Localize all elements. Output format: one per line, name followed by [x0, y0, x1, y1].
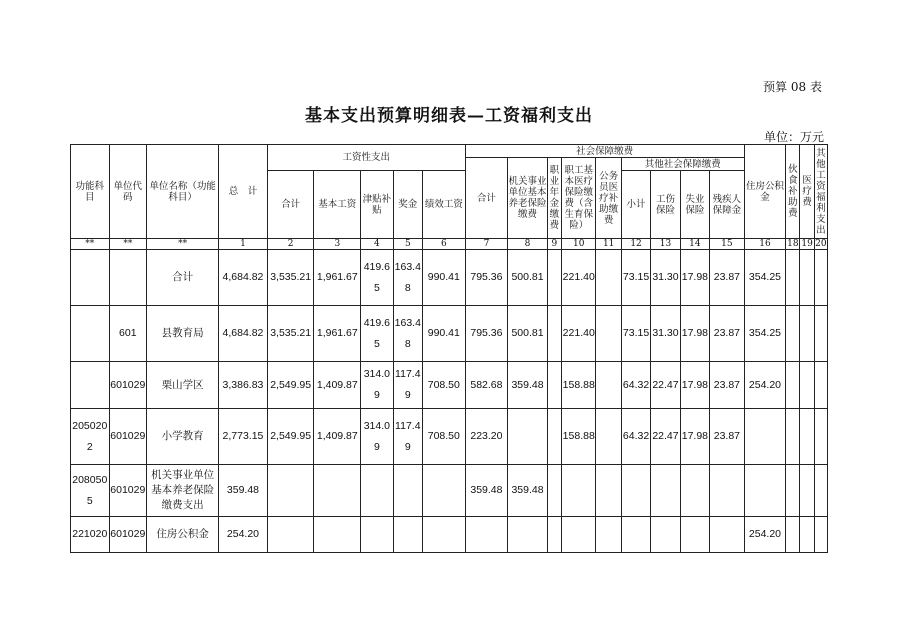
- header-injury: 工伤保险: [651, 171, 680, 239]
- func-subject-cell: [71, 250, 110, 306]
- value-cell: 1,961.67: [314, 250, 361, 306]
- value-cell: 64.32: [621, 409, 650, 465]
- value-cell: [744, 409, 786, 465]
- index-row: [71, 239, 828, 250]
- header-housing: 住房公积金: [744, 145, 786, 239]
- header-performance: 绩效工资: [423, 171, 466, 239]
- value-cell: 354.25: [744, 306, 786, 362]
- header-unemployment: 失业保险: [680, 171, 709, 239]
- unit-name-cell: 栗山学区: [147, 362, 219, 409]
- value-cell: 4,684.82: [219, 250, 268, 306]
- value-cell: [423, 517, 466, 553]
- value-cell: [800, 362, 814, 409]
- value-cell: 254.20: [744, 517, 786, 553]
- value-cell: [267, 465, 314, 517]
- index-cell: 10: [562, 239, 596, 250]
- value-cell: 73.15: [621, 306, 650, 362]
- index-cell: 14: [680, 239, 709, 250]
- value-cell: 419.65: [361, 306, 393, 362]
- value-cell: [596, 517, 621, 553]
- value-cell: 2,549.95: [267, 362, 314, 409]
- header-unit-name: 单位名称（功能科目）: [147, 145, 219, 239]
- unit-code-cell: 601029: [109, 362, 147, 409]
- header-civil-medical: 公务员医疗补助缴费: [596, 158, 621, 239]
- header-basic-wage: 基本工资: [314, 171, 361, 239]
- header-other-subtotal: 小计: [621, 171, 650, 239]
- header-wage-group: 工资性支出: [267, 145, 465, 171]
- index-cell: 20: [815, 239, 827, 249]
- value-cell: 31.30: [651, 250, 680, 306]
- value-cell: [814, 362, 827, 409]
- value-cell: [267, 517, 314, 553]
- value-cell: [744, 465, 786, 517]
- table-row: [71, 362, 828, 409]
- index-cell: 5: [393, 239, 422, 250]
- value-cell: [786, 306, 800, 362]
- index-cell: 11: [596, 239, 621, 250]
- index-cell: 9: [547, 239, 561, 250]
- value-cell: 221.40: [562, 250, 596, 306]
- value-cell: [800, 250, 814, 306]
- value-cell: [814, 517, 827, 553]
- value-cell: 163.48: [393, 306, 422, 362]
- index-cell: 15: [710, 239, 745, 250]
- value-cell: 990.41: [423, 306, 466, 362]
- value-cell: [710, 465, 745, 517]
- header-wage-subtotal: 合计: [267, 171, 314, 239]
- index-cell: 4: [361, 239, 393, 250]
- value-cell: 254.20: [744, 362, 786, 409]
- index-cell: 16: [744, 239, 786, 250]
- value-cell: 500.81: [508, 306, 548, 362]
- header-disability: 残疾人保障金: [710, 171, 745, 239]
- index-cell: 8: [508, 239, 548, 250]
- header-unit-code: 单位代码: [109, 145, 147, 239]
- value-cell: [786, 517, 800, 553]
- value-cell: [314, 465, 361, 517]
- table-row: [71, 250, 828, 306]
- index-cell: **: [71, 239, 110, 250]
- index-cell: 6: [423, 239, 466, 250]
- value-cell: [508, 517, 548, 553]
- value-cell: 354.25: [744, 250, 786, 306]
- document-title: 基本支出预算明细表—工资福利支出: [305, 106, 593, 126]
- unit-name-cell: 合计: [147, 250, 219, 306]
- value-cell: 500.81: [508, 250, 548, 306]
- value-cell: [361, 465, 393, 517]
- header-other-social: 其他社会保障缴费: [621, 158, 744, 171]
- index-cell: 13: [651, 239, 680, 250]
- value-cell: 17.98: [680, 362, 709, 409]
- value-cell: [314, 517, 361, 553]
- value-cell: 23.87: [710, 306, 745, 362]
- value-cell: 254.20: [219, 517, 268, 553]
- value-cell: [814, 409, 827, 465]
- value-cell: [800, 306, 814, 362]
- value-cell: 1,409.87: [314, 409, 361, 465]
- unit-name-cell: 机关事业单位基本养老保险缴费支出: [147, 465, 219, 517]
- value-cell: [596, 409, 621, 465]
- func-subject-cell: [71, 362, 110, 409]
- value-cell: 17.98: [680, 409, 709, 465]
- value-cell: [596, 465, 621, 517]
- value-cell: 708.50: [423, 409, 466, 465]
- header-bonus: 奖金: [393, 171, 422, 239]
- value-cell: 23.87: [710, 250, 745, 306]
- value-cell: [547, 517, 561, 553]
- value-cell: 163.48: [393, 250, 422, 306]
- index-cell: 1: [219, 239, 268, 250]
- unit-code-cell: 601029: [109, 409, 147, 465]
- value-cell: [814, 306, 827, 362]
- unit-name-cell: 住房公积金: [147, 517, 219, 553]
- unit-code-cell: 601029: [109, 517, 147, 553]
- index-cell: 19: [801, 239, 813, 249]
- index-cell: **: [147, 239, 219, 250]
- value-cell: [786, 409, 800, 465]
- value-cell: [596, 250, 621, 306]
- header-total: 总 计: [219, 145, 268, 239]
- value-cell: 359.48: [219, 465, 268, 517]
- header-pension: 机关事业单位基本养老保险缴费: [508, 158, 548, 239]
- value-cell: 1,409.87: [314, 362, 361, 409]
- value-cell: 117.49: [393, 409, 422, 465]
- header-func-subject: 功能科目: [71, 145, 110, 239]
- unit-code-cell: 601: [109, 306, 147, 362]
- value-cell: [547, 409, 561, 465]
- index-cell: 12: [621, 239, 650, 250]
- value-cell: 1,961.67: [314, 306, 361, 362]
- value-cell: 2,549.95: [267, 409, 314, 465]
- value-cell: [547, 465, 561, 517]
- value-cell: [800, 517, 814, 553]
- value-cell: [786, 250, 800, 306]
- budget-table: [70, 144, 828, 553]
- value-cell: 4,684.82: [219, 306, 268, 362]
- value-cell: [651, 517, 680, 553]
- value-cell: 359.48: [465, 465, 508, 517]
- value-cell: [547, 250, 561, 306]
- unit-code-cell: 601029: [109, 465, 147, 517]
- value-cell: 22.47: [651, 362, 680, 409]
- value-cell: 419.65: [361, 250, 393, 306]
- value-cell: [465, 517, 508, 553]
- value-cell: [651, 465, 680, 517]
- value-cell: 23.87: [710, 409, 745, 465]
- table-row: [71, 465, 828, 517]
- func-subject-cell: 2050202: [71, 409, 110, 465]
- value-cell: 582.68: [465, 362, 508, 409]
- func-subject-cell: [71, 306, 110, 362]
- value-cell: 158.88: [562, 409, 596, 465]
- value-cell: [508, 409, 548, 465]
- value-cell: 223.20: [465, 409, 508, 465]
- unit-name-cell: 县教育局: [147, 306, 219, 362]
- value-cell: 359.48: [508, 465, 548, 517]
- value-cell: [800, 465, 814, 517]
- value-cell: [547, 362, 561, 409]
- table-row: [71, 306, 828, 362]
- value-cell: 23.87: [710, 362, 745, 409]
- header-social-subtotal: 合计: [465, 158, 508, 239]
- index-cell: **: [109, 239, 147, 250]
- value-cell: 3,386.83: [219, 362, 268, 409]
- index-cell: 2: [267, 239, 314, 250]
- header-medical-fee: 医疗费: [800, 145, 814, 239]
- value-cell: [814, 250, 827, 306]
- value-cell: 158.88: [562, 362, 596, 409]
- table-row: [71, 517, 828, 553]
- value-cell: [361, 517, 393, 553]
- func-subject-cell: 221020: [71, 517, 110, 553]
- func-subject-cell: 2080505: [71, 465, 110, 517]
- value-cell: 314.09: [361, 362, 393, 409]
- unit-label: 单位：万元: [763, 130, 824, 144]
- value-cell: 73.15: [621, 250, 650, 306]
- value-cell: [786, 465, 800, 517]
- header-allowance: 津贴补贴: [361, 171, 393, 239]
- value-cell: [547, 306, 561, 362]
- value-cell: 221.40: [562, 306, 596, 362]
- value-cell: [423, 465, 466, 517]
- value-cell: [786, 362, 800, 409]
- value-cell: [680, 517, 709, 553]
- value-cell: [621, 517, 650, 553]
- value-cell: 990.41: [423, 250, 466, 306]
- value-cell: 795.36: [465, 306, 508, 362]
- value-cell: 359.48: [508, 362, 548, 409]
- table-row: [71, 409, 828, 465]
- table-body: [71, 250, 828, 553]
- index-cell: 18: [787, 239, 799, 249]
- value-cell: 2,773.15: [219, 409, 268, 465]
- value-cell: 17.98: [680, 306, 709, 362]
- value-cell: 31.30: [651, 306, 680, 362]
- unit-name-cell: 小学教育: [147, 409, 219, 465]
- value-cell: 117.49: [393, 362, 422, 409]
- header-social-group: 社会保障缴费: [465, 145, 744, 158]
- value-cell: [562, 517, 596, 553]
- unit-code-cell: [109, 250, 147, 306]
- value-cell: [710, 517, 745, 553]
- value-cell: 795.36: [465, 250, 508, 306]
- value-cell: [596, 362, 621, 409]
- value-cell: 708.50: [423, 362, 466, 409]
- index-cell: 7: [465, 239, 508, 250]
- value-cell: 3,535.21: [267, 306, 314, 362]
- header-medical-insurance: 职工基本医疗保险缴费（含生育保险）: [562, 158, 596, 239]
- index-cell: 3: [314, 239, 361, 250]
- value-cell: [596, 306, 621, 362]
- header-annuity: 职业年金缴费: [547, 158, 561, 239]
- value-cell: [800, 409, 814, 465]
- value-cell: [562, 465, 596, 517]
- value-cell: [393, 517, 422, 553]
- value-cell: [393, 465, 422, 517]
- value-cell: 3,535.21: [267, 250, 314, 306]
- value-cell: [680, 465, 709, 517]
- value-cell: [621, 465, 650, 517]
- header-meal: 伙食补助费: [786, 145, 800, 239]
- value-cell: 22.47: [651, 409, 680, 465]
- value-cell: 17.98: [680, 250, 709, 306]
- value-cell: 314.09: [361, 409, 393, 465]
- header-other-wage: 其他工资福利支出: [814, 145, 827, 239]
- form-code: 预算 08 表: [763, 80, 822, 94]
- value-cell: [814, 465, 827, 517]
- value-cell: 64.32: [621, 362, 650, 409]
